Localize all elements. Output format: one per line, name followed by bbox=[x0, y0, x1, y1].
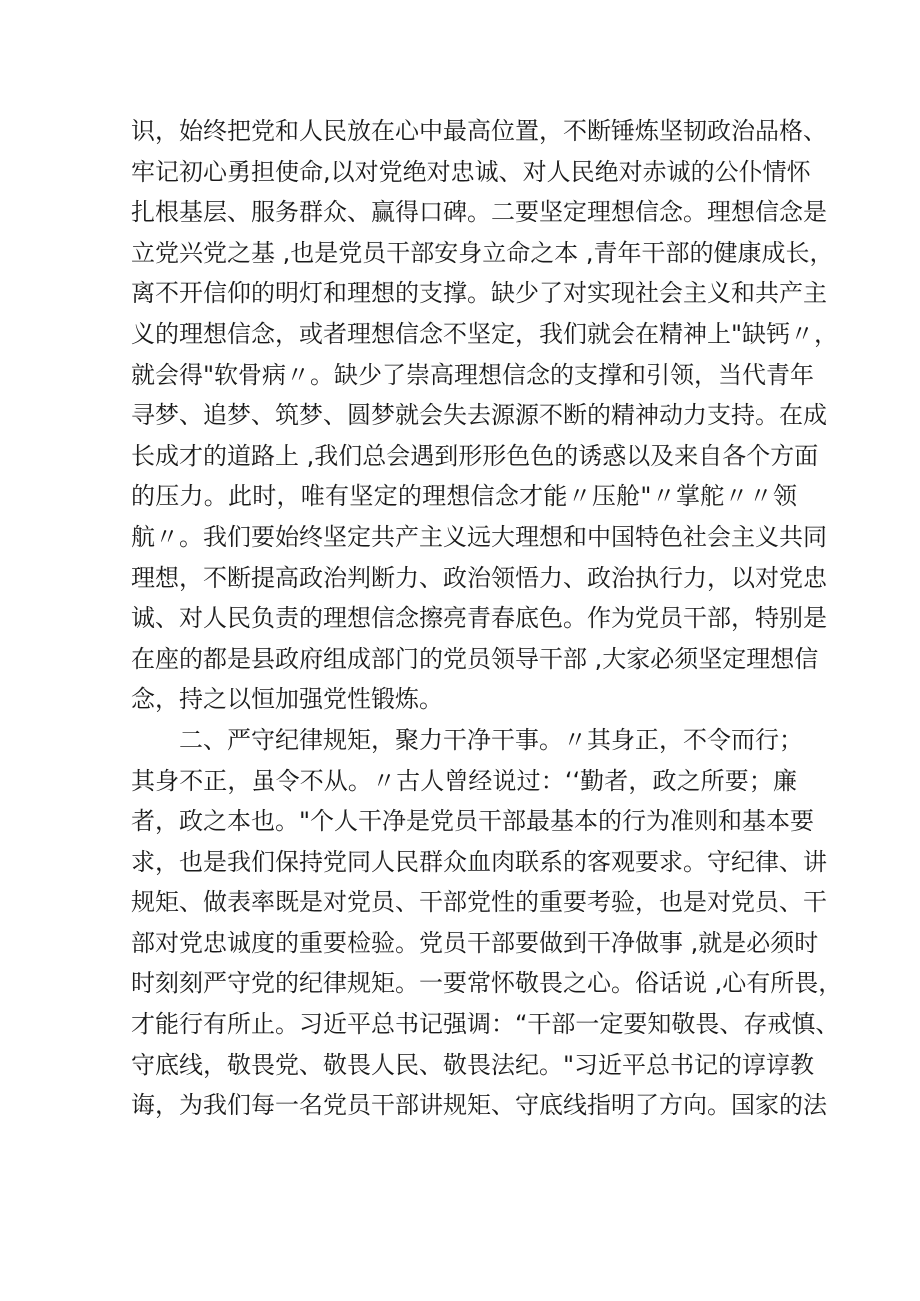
text-line: 其身不正，虽令不从。〃古人曾经说过：‘‘勤者，政之所要；廉 bbox=[131, 766, 797, 795]
text-line: 者，政之本也。"个人干净是党员干部最基本的行为准则和基本要 bbox=[131, 807, 815, 836]
text-line: 长成才的道路上 ,我们总会遇到形形色色的诱惑以及来自各个方面 bbox=[131, 441, 819, 470]
text-line: 寻梦、追梦、筑梦、圆梦就会失去源源不断的精神动力支持。在成 bbox=[131, 401, 827, 430]
text-line: 部对党忠诚度的重要检验。党员干部要做到干净做事 ,就是必须时 bbox=[131, 928, 819, 957]
text-line: 扎根基层、服务群众、赢得口碑。二要坚定理想信念。理想信念是 bbox=[131, 198, 827, 227]
text-line: 诲，为我们每一名党员干部讲规矩、守底线指明了方向。国家的法 bbox=[131, 1091, 827, 1120]
text-line: 离不开信仰的明灯和理想的支撑。缺少了对实现社会主义和共产主 bbox=[131, 279, 827, 308]
text-line: 识，始终把党和人民放在心中最高位置，不断锤炼坚韧政治品格、 bbox=[131, 117, 827, 145]
text-line: 才能行有所止。习近平总书记强调：“干部一定要知敬畏、存戒慎、 bbox=[131, 1010, 840, 1039]
text-line: 诚、对人民负责的理想信念擦亮青春底色。作为党员干部，特别是 bbox=[131, 604, 827, 633]
text-line: 的压力。此时，唯有坚定的理想信念才能〃压舱"〃掌舵〃〃领 bbox=[131, 482, 797, 511]
text-line: 立党兴党之基 ,也是党员干部安身立命之本 ,青年干部的健康成长， bbox=[131, 238, 834, 267]
text-line: 理想，不断提高政治判断力、政治领悟力、政治执行力，以对党忠 bbox=[131, 563, 827, 592]
document-body bbox=[131, 111, 843, 1126]
text-line: 念，持之以恒加强党性锻炼。 bbox=[131, 685, 443, 714]
section-heading-line: 二、严守纪律规矩，聚力干净干事。〃其身正，不令而行； bbox=[179, 725, 803, 754]
text-line: 规矩、做表率既是对党员、干部党性的重要考验，也是对党员、干 bbox=[131, 888, 827, 917]
text-line: 求，也是我们保持党同人民群众血肉联系的客观要求。守纪律、讲 bbox=[131, 847, 827, 876]
text-line: 守底线，敬畏党、敬畏人民、敬畏法纪。"习近平总书记的谆谆教 bbox=[131, 1050, 815, 1079]
text-line: 在座的都是县政府组成部门的党员领导干部 ,大家必须坚定理想信 bbox=[131, 644, 819, 673]
text-line: 航〃。我们要始终坚定共产主义远大理想和中国特色社会主义共同 bbox=[131, 522, 827, 551]
text-line: 就会得"软骨病〃。缺少了崇高理想信念的支撑和引领，当代青年 bbox=[131, 360, 815, 389]
text-line: 时刻刻严守党的纪律规矩。一要常怀敬畏之心。俗话说 ,心有所畏， bbox=[131, 969, 843, 998]
text-line: 义的理想信念，或者理想信念不坚定，我们就会在精神上"缺钙〃， bbox=[131, 319, 839, 348]
text-line: 牢记初心勇担使命,以对党绝对忠诚、对人民绝对赤诚的公仆情怀 bbox=[131, 157, 811, 186]
